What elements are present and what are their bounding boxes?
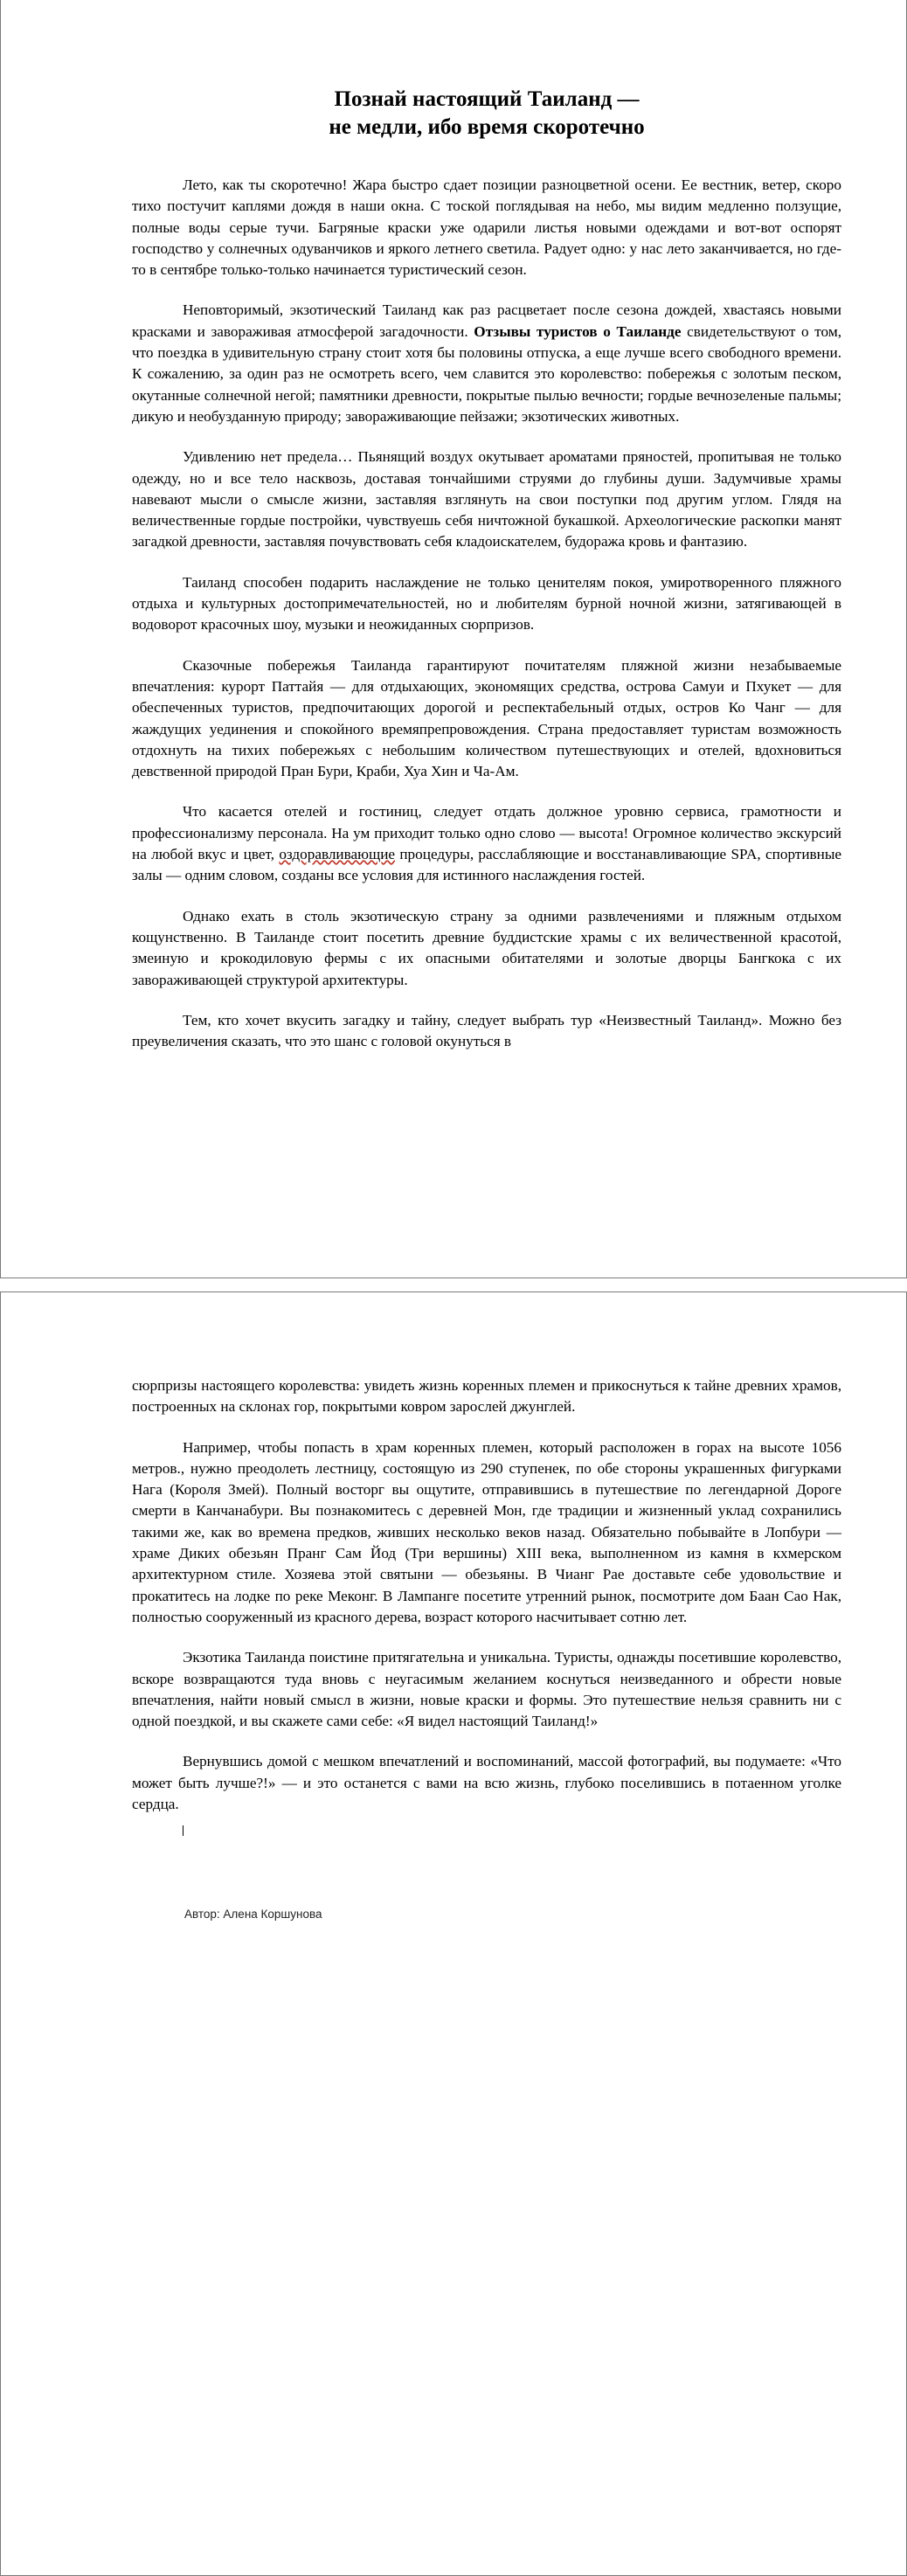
paragraph-5: Сказочные побережья Таиланда гарантируют почитателям пляжной жизни незабываемые впечатления: курорт Паттайя — для отдыхающих, экономящих средства, острова Самуи и Пхукет — для обеспеченных туристов, предпочитающих дорогой и респектабельный отдых, остров Ко Чанг — для жаждущих уединения и спокойного времяпрепровождения. Страна предоставляет туристам возможность отдохнуть на тихих побережьях с небольшим количеством путешествующих и отелей, вдохновиться девственной природой Пран Бури, Краби, Хуа Хин и Ча-Ам.	[132, 656, 841, 780]
paragraph-11: Вернувшись домой с мешком впечатлений и воспоминаний, массой фотографий, вы подумаете: «Что может быть лучше?!» — и это останется с вами на всю жизнь, глубоко поселившись в потаенном уголке сердца.	[132, 1753, 841, 1813]
paragraph-8-start: Тем, кто хочет вкусить загадку и тайну, следует выбрать тур «Неизвестный Таиланд». Можно без преувеличения сказать, что это шанс с головой окунуться в	[132, 1011, 841, 1050]
paragraph-6-text-a: Что касается отелей и гостиниц, следует отдать должное уровню сервиса, грамотности и профессионализму персонала. На ум приходит только одно слово — высота! Огромное количество экскурсий на любой вкус и цвет,	[132, 803, 841, 863]
document-page-1	[0, 0, 907, 1278]
page-gap	[0, 1278, 907, 1291]
author-credit: Автор: Алена Коршунова	[184, 1908, 322, 1922]
paragraph-6-text-b: процедуры, расслабляющие и восстанавливающие SPA, спортивные залы — одним словом, созданы все условия для истинного наслаждения гостей.	[132, 846, 842, 884]
paragraph-8-continued: сюрпризы настоящего королевства: увидеть жизнь коренных племен и прикоснуться к тайне древних храмов, построенных на склонах гор, покрытыми ковром зарослей джунглей.	[132, 1377, 841, 1416]
paragraph-2	[132, 300, 841, 427]
paragraph-9: Например, чтобы попасть в храм коренных племен, который расположен в горах на высоте 1056 метров., нужно преодолеть лестницу, состоящую из 290 ступенек, по обе стороны украшенных фигурками Нага (Короля Змей). Полный восторг вы ощутите, отправившись в путешествие по легендарной Дороге смерти в Канчанабури. Вы познакомитесь с деревней Мон, где традиции и жизненный уклад сохранились такими же, как во времена предков, живших несколько веков назад. Обязательно побывайте в Лопбури — храме Диких обезьян Пранг Сам Йод (Три вершины) XIII века, выполненном из камня в кхмерском архитектурном стиле. Хозяева этой святыни — обезьяны. В Чианг Рае доставьте себе удовольствие и прокатитесь на лодке по реке Меконг. В Лампанге посетите утренний рынок, посмотрите дом Баан Сао Нак, полностью сооруженный из красного дерева, возраст которого насчитывает сотню лет.	[132, 1438, 841, 1625]
paragraph-10: Экзотика Таиланда поистине притягательна и уникальна. Туристы, однажды посетившие королевство, вскоре возвращаются туда вновь с неугасимым желанием коснуться неизведанного и обрести новые впечатления, найти новый смысл в жизни, новые краски и формы. Это путешествие нельзя сравнить ни с одной поездкой, и вы скажете сами себе: «Я видел настоящий Таиланд!»	[132, 1649, 841, 1730]
page-1-text-area[interactable]	[132, 86, 841, 1071]
document-title	[132, 86, 841, 142]
paragraph-2-text-b: свидетельствуют о том, что поездка в удивительную страну стоит хотя бы половины отпуска, а еще лучше всего свободного времени. К сожалению, за один раз не осмотреть всего, чем славится это королевство: побережья с золотым песком, окутанные солнечной негой; памятники древности, покрытые пылью вечности; гордые вечнозеленые пальмы; дикую и необузданную природу; завораживающие пейзажи; экзотических животных.	[132, 322, 841, 425]
paragraph-7: Однако ехать в столь экзотическую страну за одними развлечениями и пляжным отдыхом кощунственно. В Таиланде стоит посетить древние буддистские храмы с их величественной красотой, змеиную и крокодиловую фермы с их опасными обитателями и золотые дворцы Бангкока с их завораживающей структурой архитектуры.	[132, 907, 841, 988]
paragraph-4: Таиланд способен подарить наслаждение не только ценителям покоя, умиротворенного пляжного отдыха и культурных достопримечательностей, но и любителям бурной ночной жизни, затягивающей в водоворот красочных шоу, музыки и неожиданных сюрпризов.	[132, 573, 841, 634]
spellcheck-underlined-word[interactable]: оздоравливающие	[279, 846, 396, 863]
paragraph-6	[132, 801, 841, 886]
paragraph-2-text-a: Неповторимый, экзотический Таиланд как раз расцветает после сезона дождей, хвастаясь новыми красками и завораживая атмосферой загадочности.	[132, 301, 841, 340]
paragraph-1: Лето, как ты скоротечно! Жара быстро сдает позиции разноцветной осени. Ее вестник, ветер, скоро тихо постучит каплями дождя в наши окна. С тоской поглядывая на небо, мы видим медленно ползущие, полные воды серые тучи. Багряные краски уже одарили листья новыми одеждами и вот-вот оспорят господство у солнечных одуванчиков и яркого летнего светила. Радует одно: у нас лето заканчивается, но где-то в сентябре только-только начинается туристический сезон.	[132, 177, 841, 279]
page-2-text-area[interactable]	[132, 1375, 841, 1921]
paragraph-2-bold-link: Отзывы туристов о Таиланде	[474, 322, 682, 340]
document-page-2	[0, 1291, 907, 2576]
title-line-2: не медли, ибо время скоротечно	[329, 115, 645, 139]
paragraph-3: Удивлению нет предела… Пьянящий воздух окутывает ароматами пряностей, пропитывая не только одежду, но и все тело насквозь, доставая тончайшими струями до глубины души. Задумчивые храмы навевают мысли о смысле жизни, заставляя взглянуть на свои поступки под другим углом. Глядя на величественные гордые постройки, чувствуешь себя ничтожной букашкой. Археологические раскопки манят загадкой древности, заставляя почувствовать себя кладоискателем, будоража кровь и фантазию.	[132, 448, 841, 551]
title-line-1: Познай настоящий Таиланд —	[334, 87, 640, 111]
